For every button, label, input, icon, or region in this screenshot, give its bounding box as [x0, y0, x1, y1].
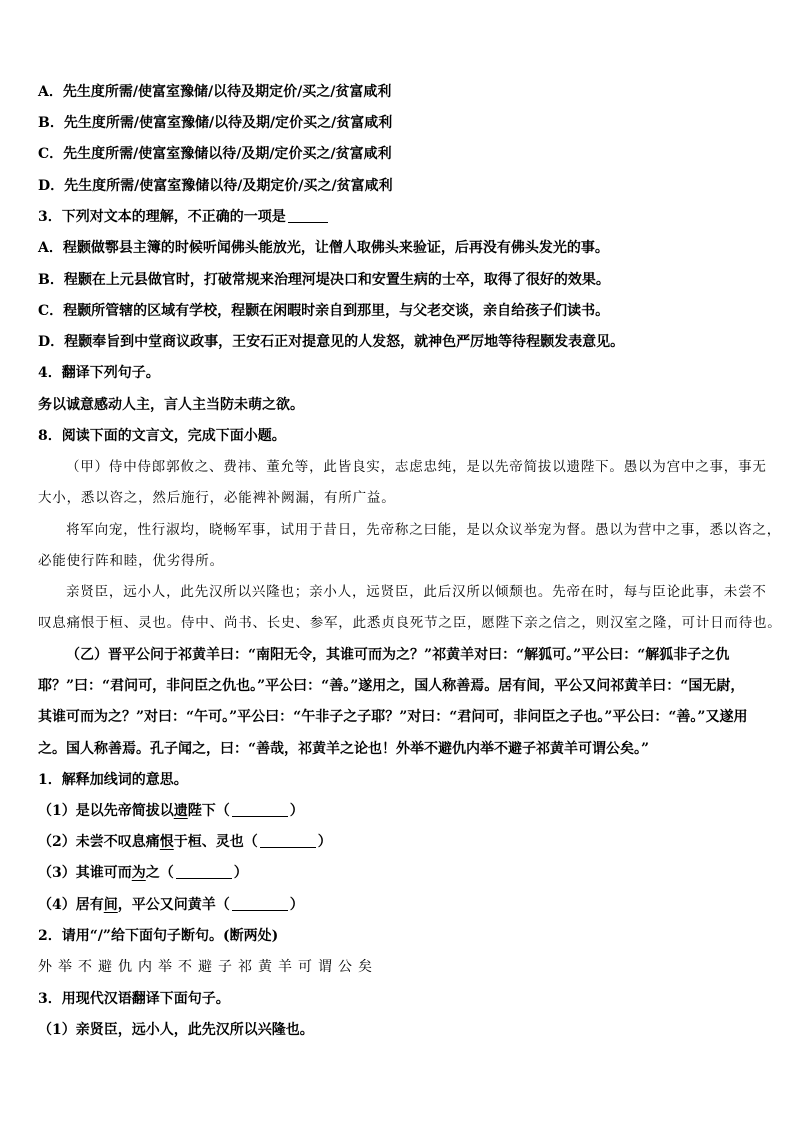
sub1-item: （2）未尝不叹息痛恨于桓、灵也（ ） [38, 834, 332, 850]
passage-yi-line: 之。国人称善焉。孔子闻之，曰：“善哉，祁黄羊之论也！外举不避仇内举不避子祁黄羊可谓公矣。” [38, 741, 650, 757]
q2-option-c: C．先生度所需/使富室豫储以待/及期/定价买之/贫富咸利 [38, 146, 392, 162]
q4-sentence: 务以诚意感动人主，言人主当防未萌之欲。 [38, 397, 304, 413]
sub2-sentence: 外举不避仇内举不避子祁黄羊可谓公矣 [38, 959, 378, 975]
answer-blank[interactable] [260, 833, 316, 848]
answer-blank[interactable] [288, 208, 328, 223]
sub1-item: （1）是以先帝简拔以遗陛下（ ） [38, 803, 304, 819]
underlined-word: 为 [131, 865, 146, 881]
underlined-word: 恨 [159, 834, 174, 850]
sub1-stem: 1．解释加线词的意思。 [38, 772, 188, 788]
q2-option-b: B．先生度所需/使富室豫储/以待及期/定价买之/贫富咸利 [38, 115, 393, 131]
sub1-item: （4）居有间，平公又问黄羊（ ） [38, 897, 304, 913]
q2-option-a: A．先生度所需/使富室豫储/以待及期定价/买之/贫富咸利 [38, 84, 392, 100]
q8-stem: 8．阅读下面的文言文，完成下面小题。 [38, 428, 286, 444]
q3-option-b: B．程颢在上元县做官时，打破常规来治理河堤决口和安置生病的士卒，取得了很好的效果。 [38, 272, 610, 288]
passage-jia-line: 大小，悉以咨之，然后施行，必能裨补阙漏，有所广益。 [38, 490, 396, 506]
passage-jia-line: 必能使行阵和睦，优劣得所。 [38, 553, 224, 569]
passage-jia-line: 将军向宠，性行淑均，晓畅军事，试用于昔日，先帝称之曰能，是以众议举宠为督。愚以为营中之事，悉以咨之， [66, 522, 781, 538]
passage-jia-line: 亲贤臣，远小人，此先汉所以兴隆也；亲小人，远贤臣，此后汉所以倾颓也。先帝在时，每与臣论此事，未尝不 [66, 584, 767, 600]
q4-stem: 4．翻译下列句子。 [38, 365, 160, 381]
answer-blank[interactable] [232, 802, 288, 817]
q3-option-d: D．程颢奉旨到中堂商议政事，王安石正对提意见的人发怒，就神色严厉地等待程颢发表意见。 [38, 334, 625, 350]
sub1-item: （3）其谁可而为之（ ） [38, 865, 248, 881]
underlined-word: 间 [103, 897, 118, 913]
passage-jia-line: 叹息痛恨于桓、灵也。侍中、尚书、长史、参军，此悉贞良死节之臣，愿陛下亲之信之，则汉室之隆，可计日而待也。 [38, 615, 782, 631]
q3-stem: 3．下列对文本的理解，不正确的一项是 [38, 207, 758, 227]
sub3-stem: 3．用现代汉语翻译下面句子。 [38, 991, 230, 1007]
sub2-stem: 2．请用“/”给下面句子断句。(断两处) [38, 928, 279, 944]
answer-blank[interactable] [176, 864, 232, 879]
passage-yi-line: 耶？”曰：“君问可，非问臣之仇也。”平公曰：“善。”遂用之，国人称善焉。居有间，平公又问祁黄羊曰：“国无尉， [38, 678, 745, 694]
q2-option-d: D．先生度所需/使富室豫储以待/及期定价/买之/贫富咸利 [38, 178, 393, 194]
q3-option-c: C．程颢所管辖的区域有学校，程颢在闲暇时亲自到那里，与父老交谈，亲自给孩子们读书。 [38, 303, 610, 319]
answer-blank[interactable] [232, 896, 288, 911]
passage-yi-line: 其谁可而为之？”对曰：“午可。”平公曰：“午非子之子耶？”对曰：“君问可，非问臣之子也。”平公曰：“善。”又遂用 [38, 709, 748, 725]
passage-yi-line: （乙）晋平公问于祁黄羊曰：“南阳无令，其谁可而为之？”祁黄羊对曰：“解狐可。”平公曰：“解狐非子之仇 [66, 647, 730, 663]
underlined-word: 遗 [173, 803, 188, 819]
sub3-item: （1）亲贤臣，远小人，此先汉所以兴隆也。 [38, 1022, 314, 1038]
passage-jia-line: （甲）侍中侍郎郭攸之、费祎、董允等，此皆良实，志虑忠纯，是以先帝简拔以遗陛下。愚以为宫中之事，事无 [66, 459, 767, 475]
q3-option-a: A．程颢做鄠县主簿的时候听闻佛头能放光，让僧人取佛头来验证，后再没有佛头发光的事。 [38, 240, 609, 256]
